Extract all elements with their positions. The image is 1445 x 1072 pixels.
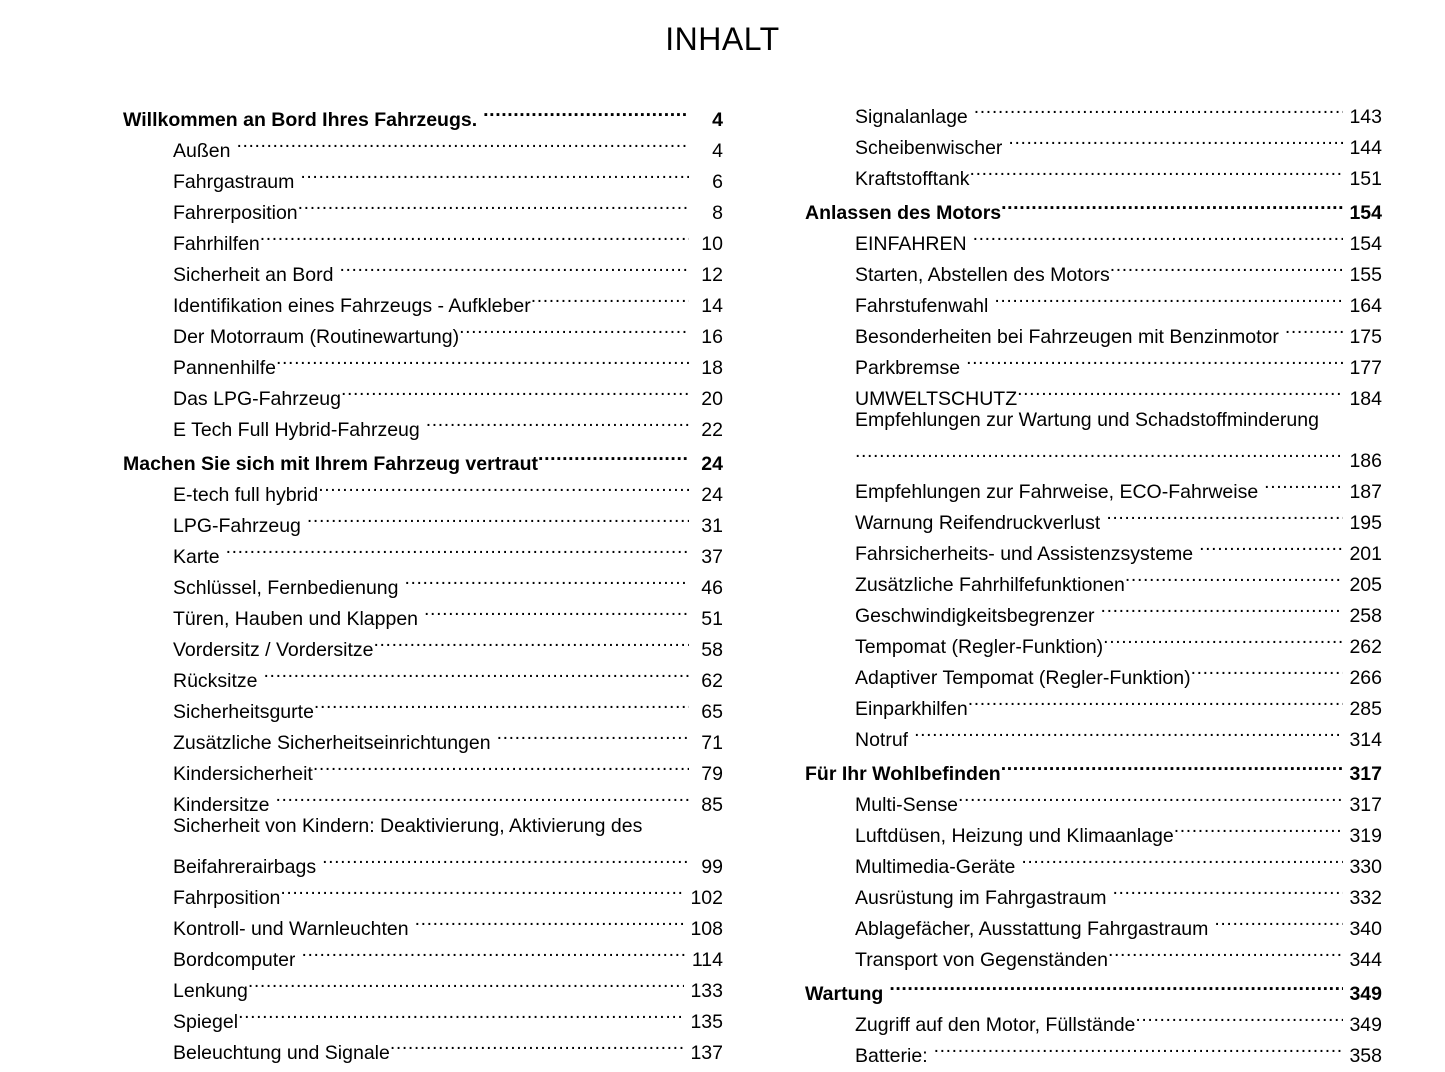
dot-leader [1106,498,1343,529]
dot-leader [889,969,1343,1000]
toc-page-number: 12 [701,264,723,286]
dot-leader [1103,622,1343,653]
toc-entry-label: Rücksitze [173,670,258,692]
toc-page-number: 22 [701,419,723,441]
dot-leader [1001,188,1343,219]
dot-leader [313,749,689,780]
dot-leader [966,343,1343,374]
dot-leader [424,594,689,625]
toc-entry-label: Signalanlage [855,106,968,128]
toc-entry-label: Transport von Gegenständen [855,949,1108,971]
toc-page-number: 58 [701,639,723,661]
dot-leader [390,1028,685,1059]
toc-page-number: 31 [701,515,723,537]
toc-entry-label: Für Ihr Wohlbefinden [805,763,1001,785]
toc-page-number: 340 [1349,918,1382,940]
toc-entry-label: Fahrgastraum [173,171,295,193]
toc-entry-label: Kindersicherheit [173,763,313,785]
dot-leader [318,470,689,501]
dot-leader [236,126,689,157]
toc-entry-label: Adaptiver Tempomat (Regler-Funktion) [855,667,1191,689]
toc-entry-label: Anlassen des Motors [805,202,1002,224]
toc-page-number: 16 [701,326,723,348]
toc-entry-continuation [123,842,723,878]
toc-entry-label: Zugriff auf den Motor, Füllstände [855,1014,1136,1036]
dot-leader [934,1031,1344,1062]
dot-leader [248,966,685,997]
toc-entry-label: Willkommen an Bord Ihres Fahrzeugs. [123,109,478,131]
toc-entry-label: Lenkung [173,980,248,1002]
toc-entry-label: Fahrsicherheits- und Assistenzsysteme [855,543,1194,565]
dot-leader [374,625,689,656]
toc-entry[interactable] [123,811,723,878]
toc-page-number: 317 [1349,763,1382,785]
dot-leader [1285,312,1344,343]
toc-page-number: 164 [1349,295,1382,317]
toc-entry[interactable] [805,467,1382,503]
toc-page-number: 349 [1349,1014,1382,1036]
toc-page-number: 332 [1349,887,1382,909]
toc-entry-label: Ablagefächer, Ausstattung Fahrgastraum [855,918,1209,940]
toc-page-number: 37 [701,546,723,568]
toc-entry-label: Fahrerposition [173,202,298,224]
dot-leader [1008,123,1343,154]
toc-entry-label: Starten, Abstellen des Motors [855,264,1110,286]
toc-page-number: 20 [701,388,723,410]
toc-entry-label: Scheibenwischer [855,137,1003,159]
toc-entry-label: Kindersitze [173,794,270,816]
toc-entry-label: Identifikation eines Fahrzeugs - Aufkleber [173,295,531,317]
page-title: INHALT [665,21,780,57]
toc-page-number: 319 [1349,825,1382,847]
dot-leader [404,563,689,594]
dot-leader [226,532,689,563]
toc-page-number: 135 [690,1011,723,1033]
dot-leader [1017,374,1343,405]
toc-entry-label: Kontroll- und Warnleuchten [173,918,409,940]
toc-entry-label: Einparkhilfen [855,698,968,720]
dot-leader [314,687,689,718]
toc-entry-label: Beleuchtung und Signale [173,1042,390,1064]
toc-entry-label: Pannenhilfe [173,357,277,379]
toc-page-number: 85 [701,794,723,816]
dot-leader [970,154,1344,185]
toc-page-number: 99 [701,856,723,878]
toc-entry-label: Bordcomputer [173,949,296,971]
toc-entry-label: Kraftstofftank [855,168,970,190]
toc-entry-label: Ausrüstung im Fahrgastraum [855,887,1107,909]
dot-leader [1191,653,1344,684]
toc-page-number: 285 [1349,698,1382,720]
toc-page-number: 24 [701,453,723,475]
toc-entry-label: Fahrstufenwahl [855,295,989,317]
toc-page-number: 258 [1349,605,1382,627]
toc-page-number: 154 [1349,202,1382,224]
dot-leader [1125,560,1344,591]
toc-page-number: 155 [1349,264,1382,286]
toc-page-number: 14 [701,295,723,317]
toc-entry-label: Geschwindigkeitsbegrenzer [855,605,1095,627]
toc-page-number: 46 [701,577,723,599]
toc-entry-label: E-tech full hybrid [173,484,319,506]
toc-page-number: 154 [1349,233,1382,255]
dot-leader [260,219,689,250]
toc-entry-label: Warnung Reifendruckverlust [855,512,1101,534]
toc-page-number: 137 [690,1042,723,1064]
dot-leader [1112,873,1343,904]
toc-page-number: 195 [1349,512,1382,534]
toc-entry-label: Schlüssel, Fernbedienung [173,577,399,599]
dot-leader [855,436,1343,467]
dot-leader [958,780,1343,811]
toc-entry-label: Zusätzliche Fahrhilfefunktionen [855,574,1125,596]
dot-leader [307,501,689,532]
toc-page-number: 201 [1349,543,1382,565]
toc-page-number: 205 [1349,574,1382,596]
toc-page-number: 62 [701,670,723,692]
dot-leader [1110,250,1344,281]
toc-page-number: 71 [701,732,723,754]
toc-entry-label: Besonderheiten bei Fahrzeugen mit Benzinmotor [855,326,1279,348]
dot-leader [339,250,689,281]
toc-entry-label: Tempomat (Regler-Funktion) [855,636,1104,658]
toc-entry-label: Sicherheit an Bord [173,264,334,286]
dot-leader [1021,842,1343,873]
dot-leader [483,95,689,126]
toc-section-heading[interactable] [805,969,1382,1005]
toc-page-number: 177 [1349,357,1382,379]
toc-entry[interactable] [805,92,1382,128]
dot-leader [1101,591,1344,622]
toc-entry-label: Spiegel [173,1011,239,1033]
toc-entry-label: Batterie: [855,1045,928,1067]
toc-page-number: 114 [691,949,723,971]
toc-entry-label: Empfehlungen zur Wartung und Schadstoffminderung [855,409,1319,431]
toc-entry-label: E Tech Full Hybrid-Fahrzeug [173,419,420,441]
toc-entry-label: Fahrposition [173,887,281,909]
toc-section-heading[interactable] [123,95,723,131]
toc-entry-label: Empfehlungen zur Fahrweise, ECO-Fahrweise [855,481,1259,503]
dot-leader [264,656,689,687]
toc-entry[interactable] [805,1000,1382,1036]
dot-leader [238,997,684,1028]
dot-leader [300,157,689,188]
dot-leader [298,188,689,219]
toc-page-number: 186 [1349,450,1382,472]
toc-page-number: 184 [1349,388,1382,410]
toc-entry-label: Luftdüsen, Heizung und Klimaanlage [855,825,1174,847]
toc-page-number: 144 [1349,137,1382,159]
toc-page-number: 143 [1349,106,1382,128]
dot-leader [538,439,689,470]
toc-page-number: 266 [1349,667,1382,689]
toc-entry-label: EINFAHREN [855,233,967,255]
toc-page-number: 317 [1349,794,1382,816]
dot-leader [968,684,1344,715]
toc-page-number: 358 [1349,1045,1382,1067]
dot-leader [1174,811,1344,842]
dot-leader [497,718,689,749]
toc-entry-label: Multi-Sense [855,794,958,816]
toc-page-number: 344 [1349,949,1382,971]
toc-page-number: 133 [690,980,723,1002]
dot-leader [914,715,1343,746]
toc-page-number: 349 [1349,983,1382,1005]
toc-entry-label: Der Motorraum (Routinewartung) [173,326,460,348]
toc-page-number: 4 [712,109,723,131]
dot-leader [1108,935,1344,966]
toc-entry-label: Fahrhilfen [173,233,260,255]
dot-leader [415,904,685,935]
toc-entry-label: Parkbremse [855,357,961,379]
dot-leader [280,873,684,904]
toc-column-right [805,92,1382,1067]
toc-entry-label: LPG-Fahrzeug [173,515,301,537]
toc-page-number: 4 [712,140,723,162]
toc-entry-label: Zusätzliche Sicherheitseinrichtungen [173,732,491,754]
dot-leader [1001,749,1344,780]
toc-page-number: 79 [701,763,723,785]
toc-entry-label: Multimedia-Geräte [855,856,1016,878]
dot-leader [531,281,689,312]
toc-entry-label: UMWELTSCHUTZ [855,388,1018,410]
toc-page-number: 314 [1349,729,1382,751]
toc-columns [0,92,1445,1067]
dot-leader [459,312,689,343]
dot-leader [322,842,689,873]
dot-leader [275,780,689,811]
toc-entry-label: Sicherheit von Kindern: Deaktivierung, Aktivierung des [173,815,643,837]
toc-entry-label: Türen, Hauben und Klappen [173,608,419,630]
toc-page-number: 10 [701,233,723,255]
dot-leader [1214,904,1343,935]
dot-leader [1199,529,1343,560]
toc-page-number: 18 [701,357,723,379]
dot-leader [974,92,1344,123]
toc-page-number: 108 [690,918,723,940]
toc-page-number: 151 [1349,168,1382,190]
toc-entry-label: Machen Sie sich mit Ihrem Fahrzeug vertraut [123,453,539,475]
dot-leader [276,343,689,374]
toc-page-number: 330 [1349,856,1382,878]
toc-page-number: 6 [712,171,723,193]
dot-leader [994,281,1343,312]
dot-leader [426,405,689,436]
toc-entry-label: Vordersitz / Vordersitze [173,639,374,661]
toc-entry-continuation [805,436,1382,472]
toc-entry-label: Karte [173,546,220,568]
toc-entry-label: Wartung [805,983,884,1005]
toc-entry-label: Notruf [855,729,909,751]
dot-leader [301,935,685,966]
dot-leader [1135,1000,1343,1031]
toc-page-number: 102 [690,887,723,909]
toc-page-number: 24 [701,484,723,506]
toc-page-number: 8 [712,202,723,224]
toc-entry-label-continued: Beifahrerairbags [173,856,317,878]
toc-page-number: 187 [1349,481,1382,503]
toc-page-number: 262 [1349,636,1382,658]
dot-leader [973,219,1344,250]
toc-page-number: 51 [701,608,723,630]
toc-entry-label: Außen [173,140,231,162]
toc-entry[interactable] [805,405,1382,472]
toc-entry-label: Das LPG-Fahrzeug [173,388,341,410]
dot-leader [1264,467,1343,498]
toc-column-left [123,92,723,1064]
toc-page-number: 65 [701,701,723,723]
toc-page-number: 175 [1349,326,1382,348]
toc-entry-label: Sicherheitsgurte [173,701,314,723]
dot-leader [341,374,689,405]
